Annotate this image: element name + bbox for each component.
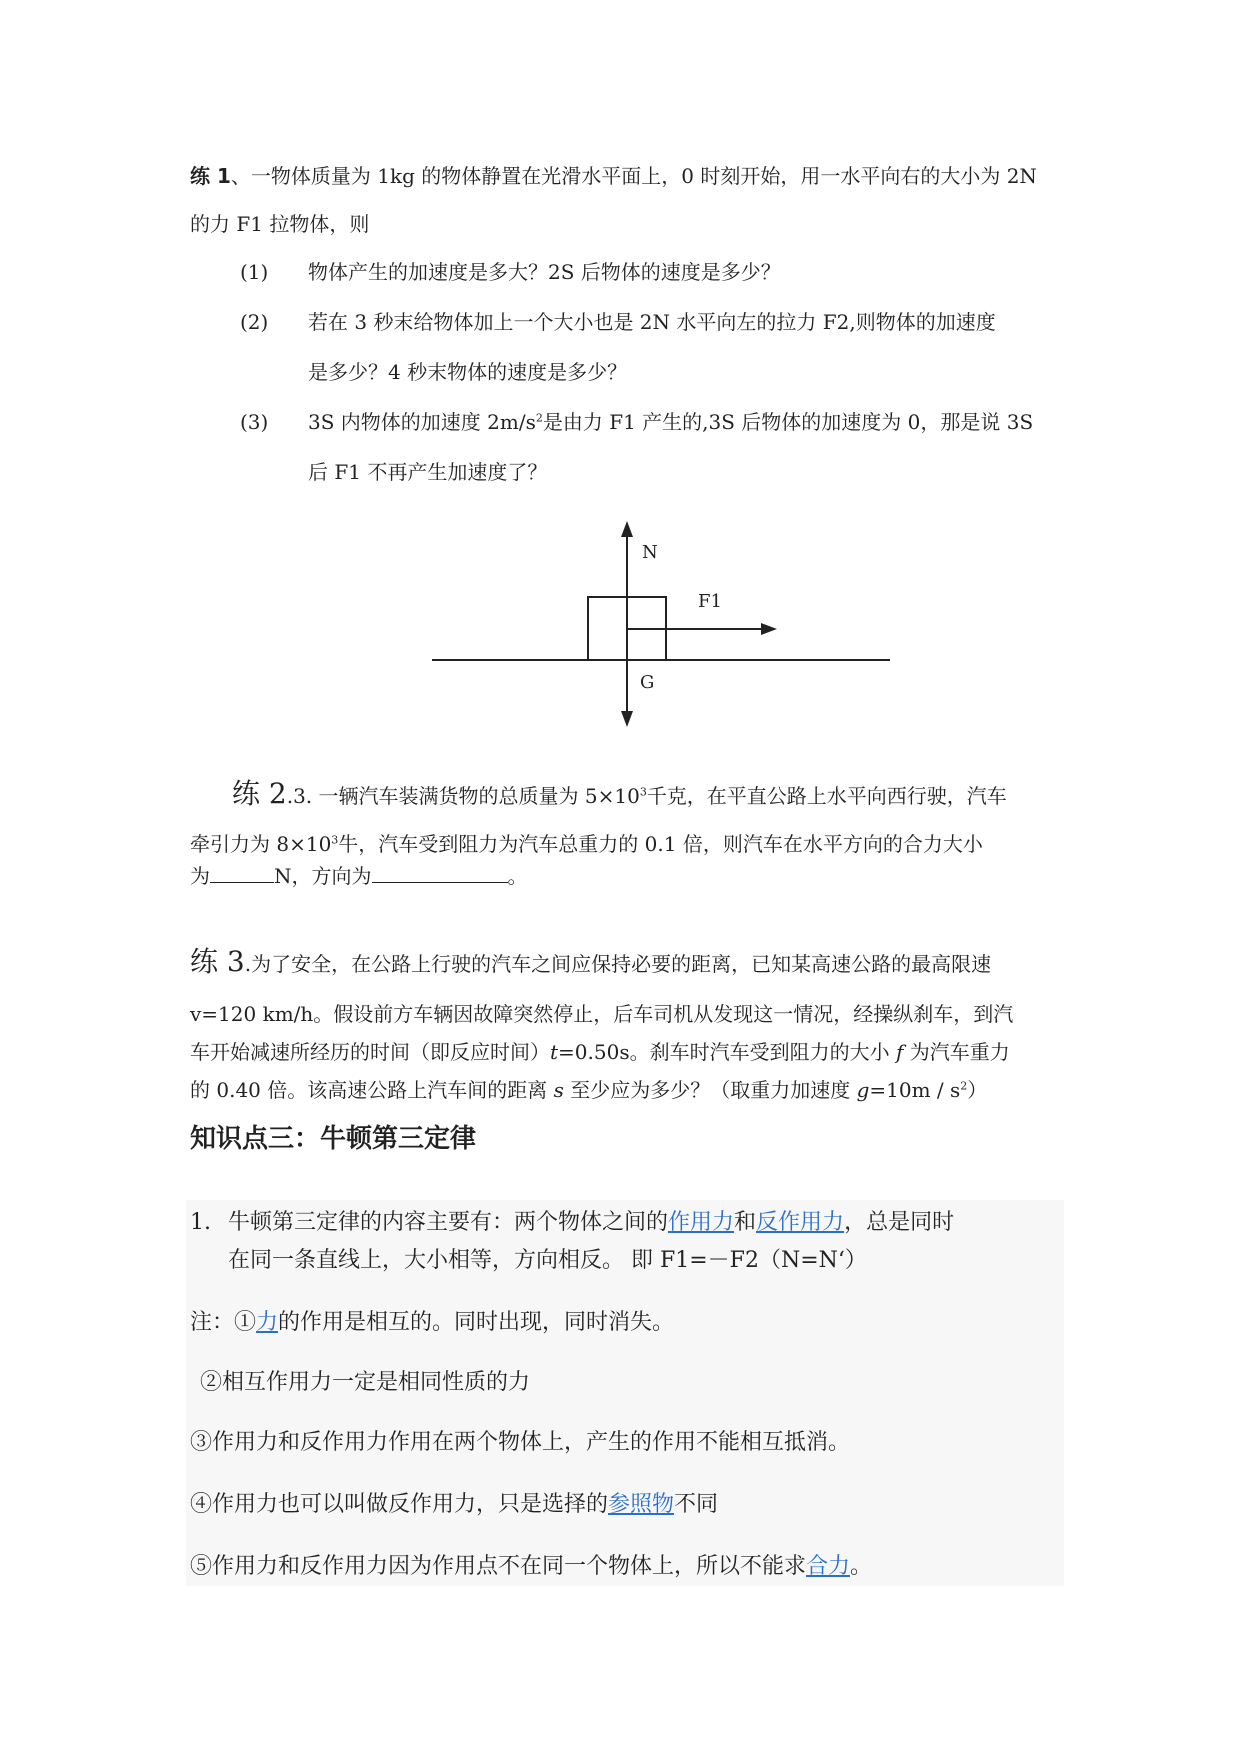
item-2-number: (2) xyxy=(240,310,269,334)
f1-arrowhead xyxy=(761,623,777,635)
gravity-arrowhead xyxy=(621,711,633,727)
exercise-3-line-4: 的 0.40 倍。该高速公路上汽车间的距离 s 至少应为多少？（取重力加速度 $g=10m / s^2$） xyxy=(190,1078,988,1102)
item-3-text-2: 后 F1 不再产生加速度了？ xyxy=(308,460,548,484)
kp-number: 1. xyxy=(190,1210,211,1235)
exercise-2-line-2: 牵引力为 $8\times 10^3$牛，汽车受到阻力为汽车总重力的 0.1 倍，则汽车在水平方向的合力大小 xyxy=(190,832,983,856)
force-diagram xyxy=(420,515,900,730)
note-2: ②相互作用力一定是相同性质的力 xyxy=(200,1370,531,1395)
note-3: ③作用力和反作用力作用在两个物体上，产生的作用不能相互抵消。 xyxy=(190,1430,851,1455)
link-force[interactable]: 力 xyxy=(256,1310,279,1335)
exercise-3-label: 练 3 xyxy=(190,945,245,978)
item-1-number: (1) xyxy=(240,260,269,284)
exercise-1-line-1: 练 1、一物体质量为 1kg 的物体静置在光滑水平面上，0 时刻开始，用一水平向右的大小为 2N xyxy=(190,164,1037,188)
section-title: 知识点三：牛顿第三定律 xyxy=(190,1124,477,1154)
link-resultant-force[interactable]: 合力 xyxy=(806,1554,851,1579)
link-reaction-force[interactable]: 反作用力 xyxy=(756,1210,845,1235)
answer-blank-2[interactable] xyxy=(372,862,508,883)
exercise-2-line-3: 为 N，方向为 。 xyxy=(190,864,528,888)
note-1: 注：①力的作用是相互的。同时出现，同时消失。 xyxy=(190,1310,675,1335)
label-n: N xyxy=(642,542,658,563)
item-2-text-2: 是多少？4 秒末物体的速度是多少？ xyxy=(308,360,628,384)
link-action-force[interactable]: 作用力 xyxy=(668,1210,735,1235)
item-3-number: (3) xyxy=(240,410,269,434)
kp-line-2: 在同一条直线上，大小相等，方向相反。 即 F1=－F2（N=N‘） xyxy=(228,1248,867,1273)
link-reference-object[interactable]: 参照物 xyxy=(608,1492,675,1517)
note-4: ④作用力也可以叫做反作用力，只是选择的参照物不同 xyxy=(190,1492,719,1517)
label-g: G xyxy=(640,672,655,693)
note-5: ⑤作用力和反作用力因为作用点不在同一个物体上，所以不能求合力。 xyxy=(190,1554,873,1579)
item-2-text-1: 若在 3 秒末给物体加上一个大小也是 2N 水平向左的拉力 F2,则物体的加速度 xyxy=(308,310,996,334)
exercise-1-line-2: 的力 F1 拉物体，则 xyxy=(190,212,370,236)
label-f1: F1 xyxy=(698,591,722,612)
normal-force-arrowhead xyxy=(621,521,633,537)
exercise-1-label: 练 1 xyxy=(190,164,231,188)
exercise-3-line-2: v=120 km/h。假设前方车辆因故障突然停止，后车司机从发现这一情况，经操纵刹车，到汽 xyxy=(190,1002,1014,1026)
exercise-2-line-1: 练 2.3. 一辆汽车装满货物的总质量为 $5\times 10^3$千克，在平直公路上水平向西行驶，汽车 xyxy=(232,777,1007,810)
kp-line-1: 牛顿第三定律的内容主要有：两个物体之间的作用力和反作用力，总是同时 xyxy=(228,1210,955,1235)
exercise-3-line-1: 练 3.为了安全，在公路上行驶的汽车之间应保持必要的距离，已知某高速公路的最高限速 xyxy=(190,945,992,978)
exercise-3-line-3: 车开始减速所经历的时间（即反应时间）t=0.50s。刹车时汽车受到阻力的大小 f 为汽车重力 xyxy=(190,1040,1010,1064)
item-3-text-1: 3S 内物体的加速度 $2m/s^2$是由力 F1 产生的,3S 后物体的加速度为 0，那是说 3S xyxy=(308,410,1034,434)
answer-blank-1[interactable] xyxy=(210,862,274,883)
item-1-text: 物体产生的加速度是多大？2S 后物体的速度是多少？ xyxy=(308,260,781,284)
exercise-2-label: 练 2 xyxy=(232,777,287,810)
